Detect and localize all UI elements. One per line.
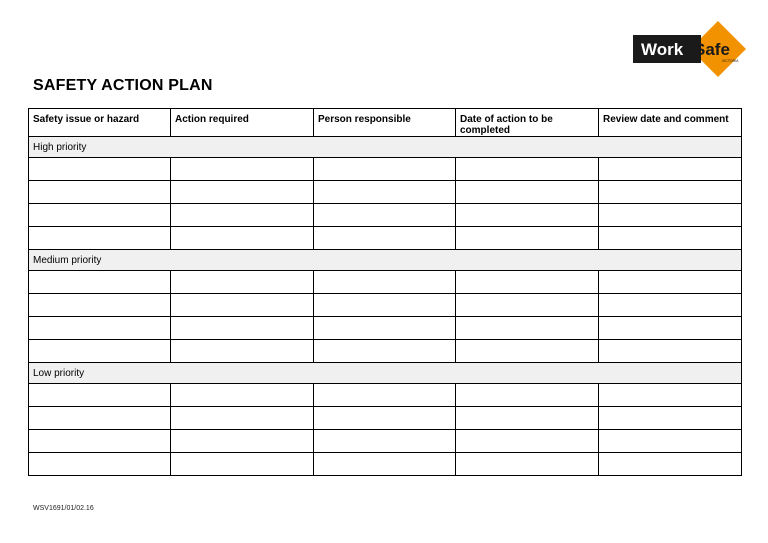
- table-row: [29, 181, 742, 204]
- table-row: [29, 407, 742, 430]
- table-cell[interactable]: [171, 340, 314, 363]
- table-row: [29, 294, 742, 317]
- table-cell[interactable]: [171, 181, 314, 204]
- svg-text:Work: Work: [641, 40, 684, 59]
- table-cell[interactable]: [456, 271, 599, 294]
- table-cell[interactable]: [29, 430, 171, 453]
- table-cell[interactable]: [29, 384, 171, 407]
- table-cell[interactable]: [171, 271, 314, 294]
- table-row: [29, 430, 742, 453]
- worksafe-logo: [632, 21, 750, 77]
- table-cell[interactable]: [314, 204, 456, 227]
- table-cell[interactable]: [171, 204, 314, 227]
- table-cell[interactable]: [314, 271, 456, 294]
- table-cell[interactable]: [599, 158, 742, 181]
- table-cell[interactable]: [29, 158, 171, 181]
- table-row: [29, 204, 742, 227]
- table-row: [29, 317, 742, 340]
- table-cell[interactable]: [171, 227, 314, 250]
- table-cell[interactable]: [456, 430, 599, 453]
- table-cell[interactable]: [171, 407, 314, 430]
- table-cell[interactable]: [456, 317, 599, 340]
- section-label: High priority: [29, 137, 742, 158]
- table-cell[interactable]: [171, 158, 314, 181]
- table-cell[interactable]: [171, 384, 314, 407]
- section-label: Low priority: [29, 363, 742, 384]
- table-cell[interactable]: [599, 407, 742, 430]
- header-date: Date of action to be completed: [456, 109, 599, 137]
- table-cell[interactable]: [314, 407, 456, 430]
- table-cell[interactable]: [456, 384, 599, 407]
- header-review: Review date and comment: [599, 109, 742, 137]
- table-cell[interactable]: [456, 407, 599, 430]
- table-row: [29, 227, 742, 250]
- table-cell[interactable]: [314, 340, 456, 363]
- table-cell[interactable]: [314, 430, 456, 453]
- table-cell[interactable]: [599, 181, 742, 204]
- table-cell[interactable]: [456, 204, 599, 227]
- svg-text:Safe: Safe: [694, 40, 730, 59]
- table-cell[interactable]: [599, 294, 742, 317]
- header-action: Action required: [171, 109, 314, 137]
- table-cell[interactable]: [456, 453, 599, 476]
- table-cell[interactable]: [171, 453, 314, 476]
- safety-action-table: [28, 108, 742, 476]
- table-cell[interactable]: [599, 430, 742, 453]
- footer-code: WSV1691/01/02.16: [33, 505, 94, 512]
- table-cell[interactable]: [599, 453, 742, 476]
- section-row: [29, 363, 742, 384]
- table-body: [29, 137, 742, 476]
- table-row: [29, 340, 742, 363]
- table-cell[interactable]: [456, 294, 599, 317]
- table-cell[interactable]: [29, 453, 171, 476]
- table-cell[interactable]: [599, 204, 742, 227]
- table-cell[interactable]: [314, 181, 456, 204]
- section-row: [29, 250, 742, 271]
- table-cell[interactable]: [29, 317, 171, 340]
- table-cell[interactable]: [171, 294, 314, 317]
- header-hazard: Safety issue or hazard: [29, 109, 171, 137]
- table-cell[interactable]: [314, 453, 456, 476]
- section-label: Medium priority: [29, 250, 742, 271]
- page-title: SAFETY ACTION PLAN: [33, 77, 213, 94]
- table-cell[interactable]: [29, 181, 171, 204]
- svg-text:VICTORIA: VICTORIA: [722, 59, 739, 63]
- table-cell[interactable]: [456, 227, 599, 250]
- table-cell[interactable]: [29, 340, 171, 363]
- header-person: Person responsible: [314, 109, 456, 137]
- table-cell[interactable]: [314, 384, 456, 407]
- table-cell[interactable]: [29, 227, 171, 250]
- table-cell[interactable]: [171, 430, 314, 453]
- table-cell[interactable]: [456, 158, 599, 181]
- table-cell[interactable]: [599, 317, 742, 340]
- table-row: [29, 453, 742, 476]
- table-cell[interactable]: [314, 227, 456, 250]
- table-header-row: [29, 109, 742, 137]
- table-cell[interactable]: [29, 294, 171, 317]
- table-cell[interactable]: [599, 340, 742, 363]
- table-cell[interactable]: [599, 227, 742, 250]
- table-cell[interactable]: [314, 158, 456, 181]
- table-cell[interactable]: [29, 271, 171, 294]
- table-row: [29, 384, 742, 407]
- table-cell[interactable]: [314, 294, 456, 317]
- table-cell[interactable]: [314, 317, 456, 340]
- table-cell[interactable]: [456, 181, 599, 204]
- table-cell[interactable]: [29, 204, 171, 227]
- table-cell[interactable]: [171, 317, 314, 340]
- table-cell[interactable]: [599, 271, 742, 294]
- table-cell[interactable]: [599, 384, 742, 407]
- section-row: [29, 137, 742, 158]
- table-cell[interactable]: [29, 407, 171, 430]
- table-cell[interactable]: [456, 340, 599, 363]
- table-row: [29, 158, 742, 181]
- table-row: [29, 271, 742, 294]
